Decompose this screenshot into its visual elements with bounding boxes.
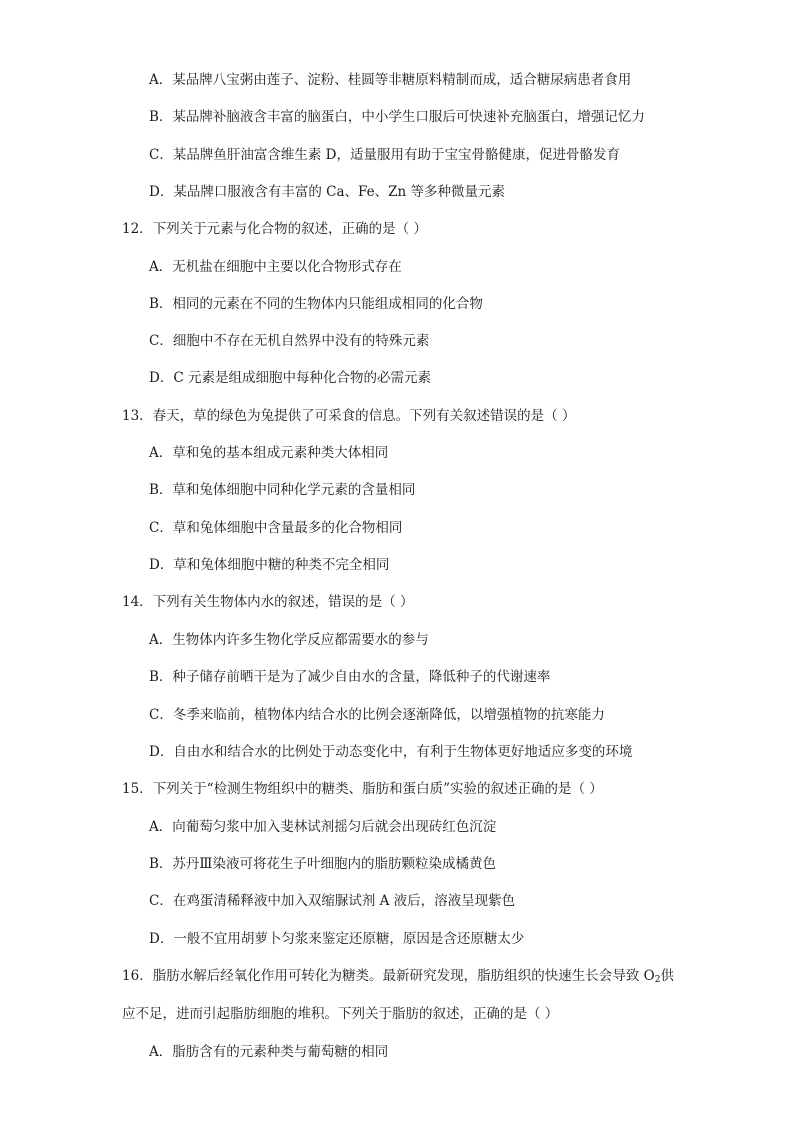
q15-option-b: B．苏丹Ⅲ染液可将花生子叶细胞内的脂肪颗粒染成橘黄色 — [149, 856, 496, 872]
question-12-stem: 12．下列关于元素与化合物的叙述，正确的是（ ） — [122, 221, 427, 237]
q16-option-a: A．脂肪含有的元素种类与葡萄糖的相同 — [149, 1044, 389, 1060]
q12-option-d: D．C 元素是组成细胞中每种化合物的必需元素 — [149, 370, 431, 386]
q16-text-part2: 供 — [660, 968, 675, 984]
question-13-stem: 13．春天，草的绿色为兔提供了可采食的信息。下列有关叙述错误的是（ ） — [122, 408, 576, 424]
question-16-stem-line2: 应不足，进而引起脂肪细胞的堆积。下列关于脂肪的叙述，正确的是（ ） — [122, 1006, 559, 1022]
q15-option-d: D．一般不宜用胡萝卜匀浆来鉴定还原糖，原因是含还原糖太少 — [149, 931, 525, 947]
q12-option-c: C．细胞中不存在无机自然界中没有的特殊元素 — [149, 333, 430, 349]
q12-option-a: A．无机盐在细胞中主要以化合物形式存在 — [149, 259, 402, 275]
q14-option-c: C．冬季来临前，植物体内结合水的比例会逐渐降低，以增强植物的抗寒能力 — [149, 707, 605, 723]
q11-option-c: C．某品牌鱼肝油富含维生素 D，适量服用有助于宝宝骨骼健康，促进骨骼发育 — [149, 147, 620, 163]
q11-option-b: B．某品牌补脑液含丰富的脑蛋白，中小学生口服后可快速补充脑蛋白，增强记忆力 — [149, 109, 645, 125]
q15-option-c: C．在鸡蛋清稀释液中加入双缩脲试剂 A 液后，溶液呈现紫色 — [149, 893, 516, 909]
q15-option-a: A．向葡萄匀浆中加入斐林试剂摇匀后就会出现砖红色沉淀 — [149, 819, 497, 835]
q14-option-d: D．自由水和结合水的比例处于动态变化中，有利于生物体更好地适应多变的环境 — [149, 744, 633, 760]
q14-option-b: B．种子储存前晒干是为了减少自由水的含量，降低种子的代谢速率 — [149, 669, 551, 685]
q16-subscript: 2 — [654, 975, 661, 985]
q16-text-part1: 16．脂肪水解后经氧化作用可转化为糖类。最新研究发现，脂肪组织的快速生长会导致 O — [122, 968, 655, 984]
q13-option-b: B．草和兔体细胞中同种化学元素的含量相同 — [149, 482, 416, 498]
question-16-stem-line1 — [122, 966, 674, 990]
q14-option-a: A．生物体内许多生物化学反应都需要水的参与 — [149, 632, 429, 648]
question-14-stem: 14．下列有关生物体内水的叙述，错误的是（ ） — [122, 594, 414, 610]
q13-option-a: A．草和兔的基本组成元素种类大体相同 — [149, 445, 389, 461]
q13-option-c: C．草和兔体细胞中含量最多的化合物相同 — [149, 520, 403, 536]
q11-option-a: A．某品牌八宝粥由莲子、淀粉、桂圆等非糖原料精制而成，适合糖尿病患者食用 — [149, 72, 632, 88]
q13-option-d: D．草和兔体细胞中糖的种类不完全相同 — [149, 557, 390, 573]
q11-option-d: D．某品牌口服液含有丰富的 Ca、Fe、Zn 等多种微量元素 — [149, 184, 505, 200]
q12-option-b: B．相同的元素在不同的生物体内只能组成相同的化合物 — [149, 296, 483, 312]
question-15-stem: 15．下列关于“检测生物组织中的糖类、脂肪和蛋白质”实验的叙述正确的是（ ） — [122, 781, 603, 797]
